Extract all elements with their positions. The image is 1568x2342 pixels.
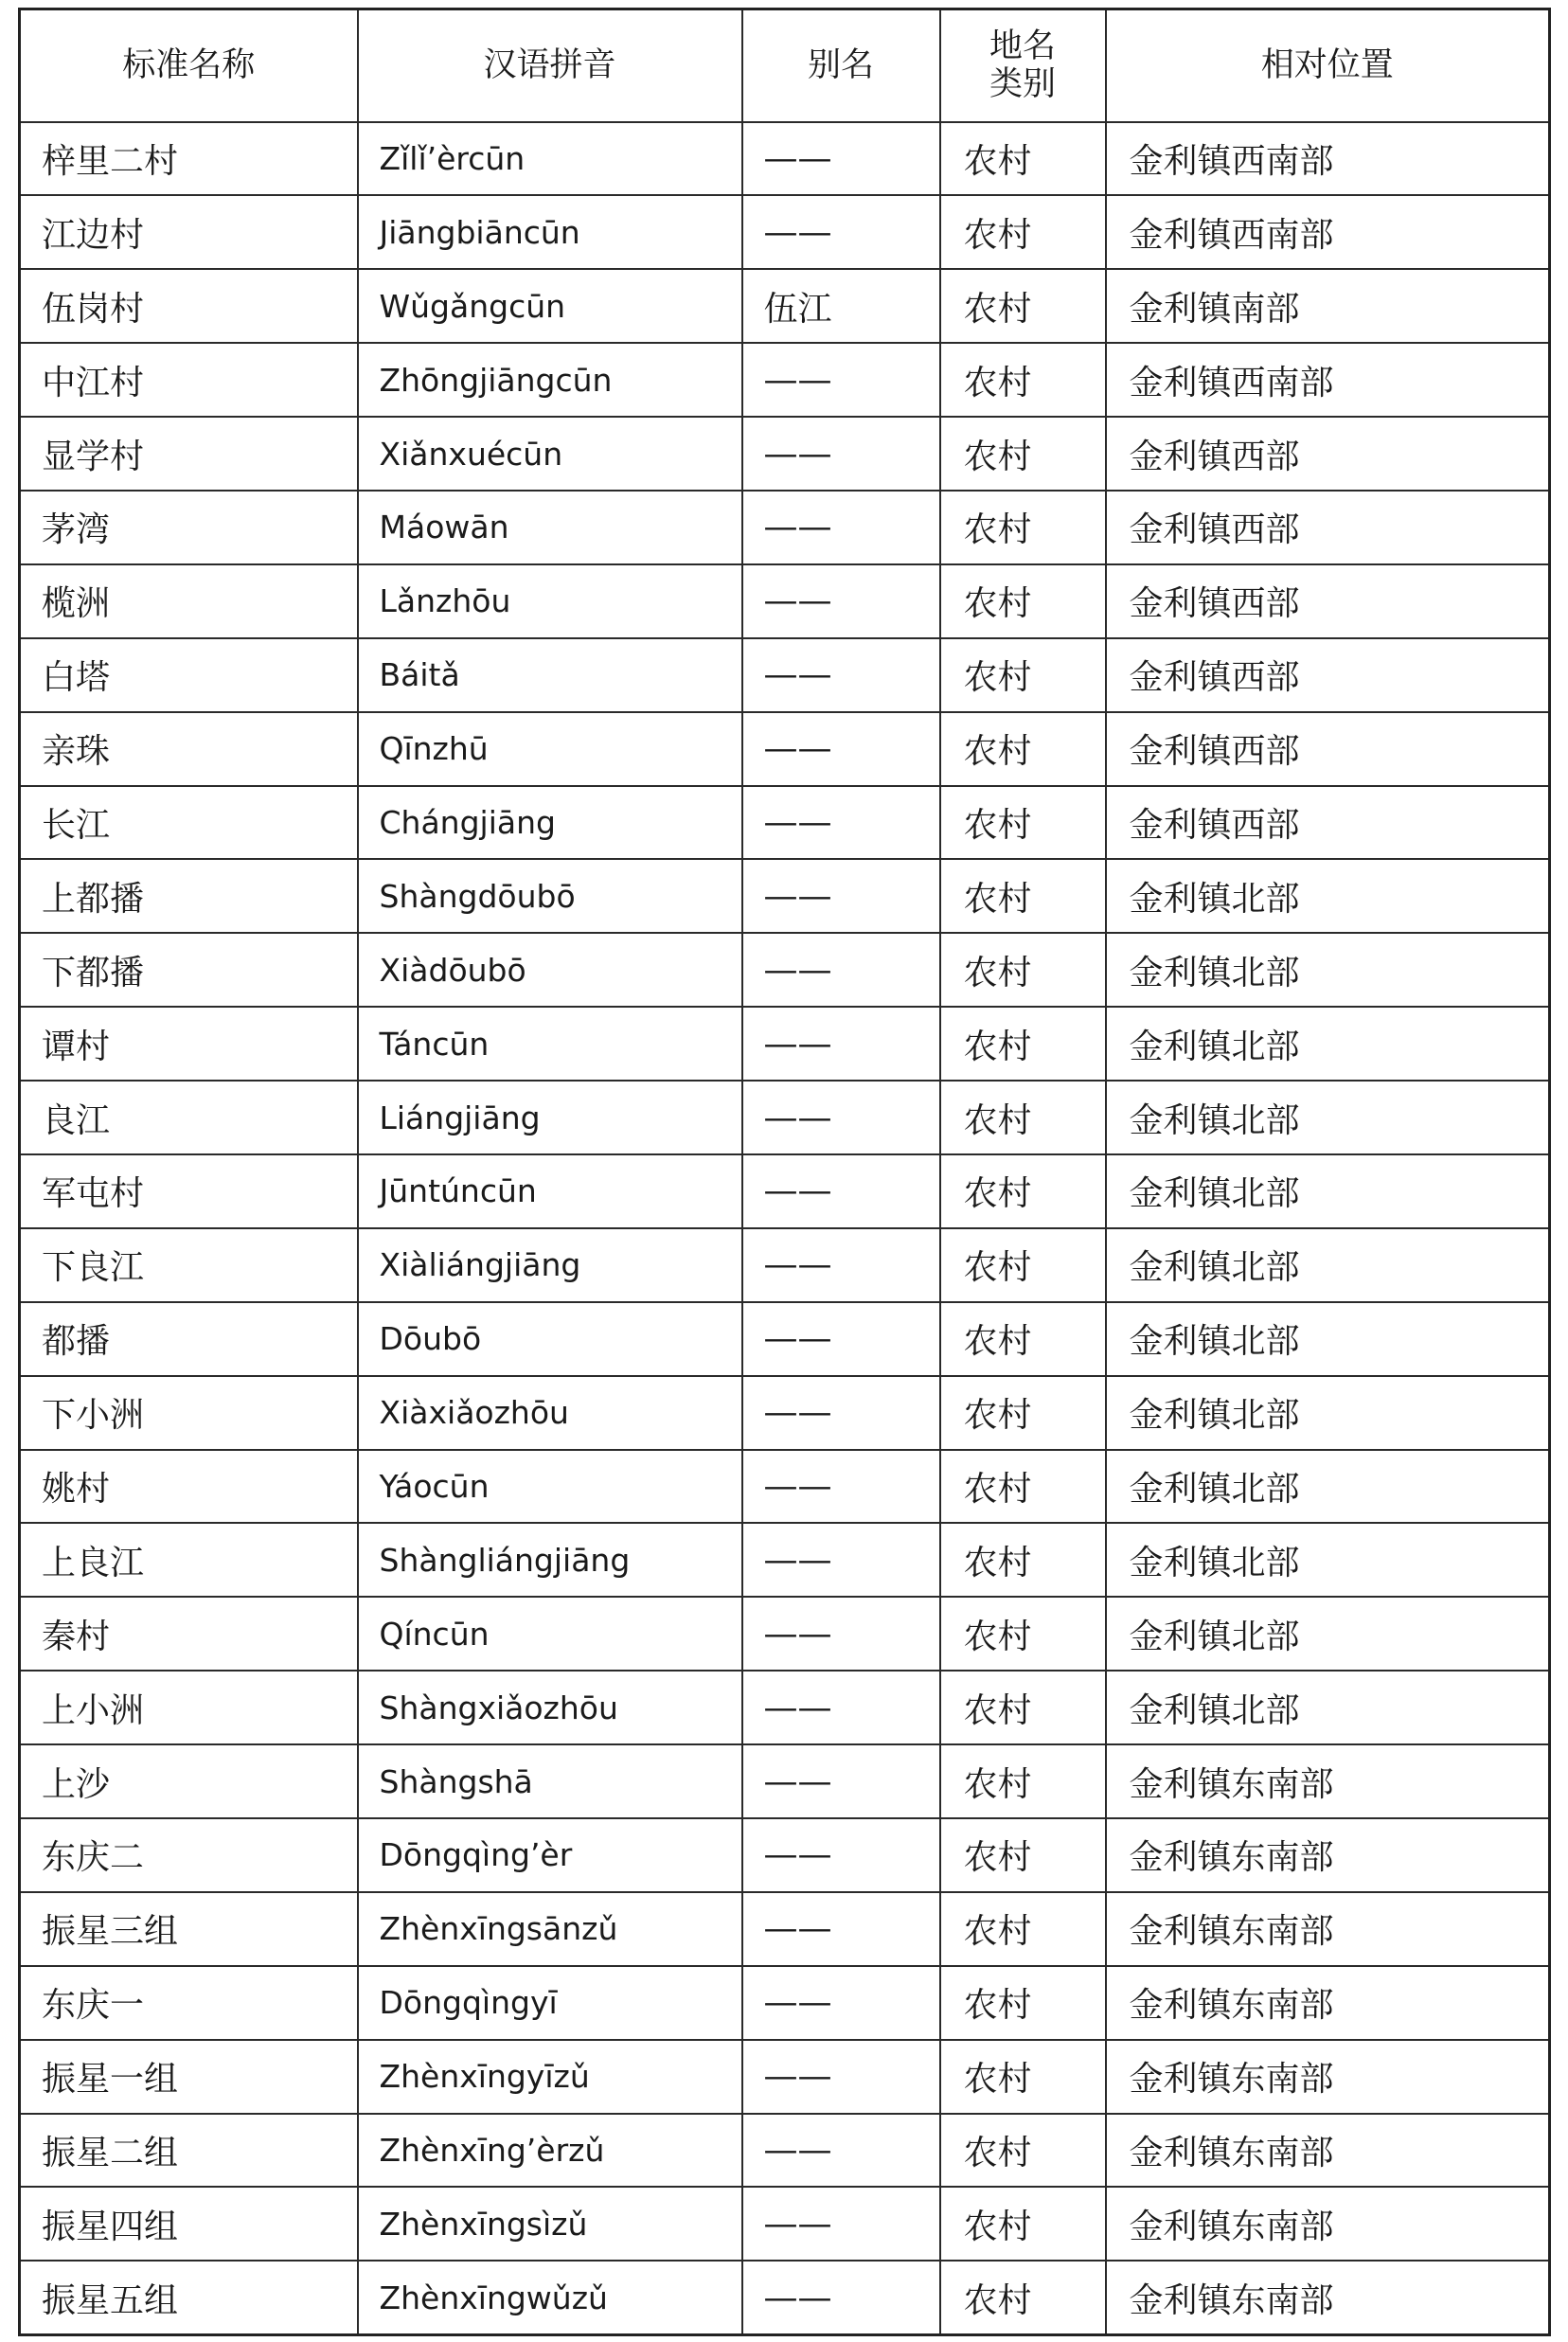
cell-pinyin: Lǎnzhōu [358, 564, 742, 638]
cell-location: 金利镇西部 [1106, 786, 1550, 860]
table-row [20, 1671, 1550, 1744]
cell-category: 农村 [940, 269, 1106, 343]
cell-alias: —— [742, 1081, 940, 1154]
cell-standard-name: 梓里二村 [20, 122, 358, 196]
table-row [20, 1007, 1550, 1081]
cell-standard-name: 白塔 [20, 638, 358, 712]
cell-location: 金利镇西部 [1106, 491, 1550, 564]
cell-pinyin: Chángjiāng [358, 786, 742, 860]
cell-standard-name: 下都播 [20, 933, 358, 1007]
cell-location: 金利镇北部 [1106, 859, 1550, 933]
cell-pinyin: Shàngdōubō [358, 859, 742, 933]
header-alias: 别名 [742, 9, 940, 122]
cell-standard-name: 谭村 [20, 1007, 358, 1081]
cell-pinyin: Qíncūn [358, 1597, 742, 1671]
cell-category: 农村 [940, 1450, 1106, 1524]
cell-location: 金利镇西南部 [1106, 343, 1550, 417]
table-row [20, 1376, 1550, 1450]
cell-pinyin: Táncūn [358, 1007, 742, 1081]
cell-location: 金利镇东南部 [1106, 2040, 1550, 2114]
cell-pinyin: Zǐlǐ’èrcūn [358, 122, 742, 196]
cell-category: 农村 [940, 1597, 1106, 1671]
cell-category: 农村 [940, 1671, 1106, 1744]
cell-pinyin: Máowān [358, 491, 742, 564]
cell-location: 金利镇东南部 [1106, 2114, 1550, 2188]
cell-category: 农村 [940, 786, 1106, 860]
cell-standard-name: 榄洲 [20, 564, 358, 638]
cell-pinyin: Qīnzhū [358, 712, 742, 786]
cell-alias: —— [742, 122, 940, 196]
cell-pinyin: Dōubō [358, 1302, 742, 1376]
table-row [20, 786, 1550, 860]
cell-pinyin: Zhènxīngwǔzǔ [358, 2261, 742, 2334]
cell-alias: —— [742, 1671, 940, 1744]
cell-pinyin: Xiàliángjiāng [358, 1228, 742, 1302]
cell-standard-name: 上小洲 [20, 1671, 358, 1744]
cell-location: 金利镇北部 [1106, 1154, 1550, 1228]
header-location: 相对位置 [1106, 9, 1550, 122]
cell-pinyin: Dōngqìngyī [358, 1966, 742, 2040]
table-row [20, 269, 1550, 343]
cell-alias: —— [742, 343, 940, 417]
cell-alias: —— [742, 1376, 940, 1450]
cell-pinyin: Jūntúncūn [358, 1154, 742, 1228]
cell-alias: —— [742, 2187, 940, 2261]
cell-standard-name: 中江村 [20, 343, 358, 417]
table-row [20, 1523, 1550, 1597]
cell-category: 农村 [940, 2261, 1106, 2334]
cell-standard-name: 振星二组 [20, 2114, 358, 2188]
cell-category: 农村 [940, 1376, 1106, 1450]
cell-standard-name: 良江 [20, 1081, 358, 1154]
cell-category: 农村 [940, 1744, 1106, 1818]
cell-pinyin: Shàngshā [358, 1744, 742, 1818]
cell-alias: —— [742, 933, 940, 1007]
table-row [20, 1892, 1550, 1966]
table-row [20, 1228, 1550, 1302]
table-body [20, 122, 1550, 2335]
cell-standard-name: 姚村 [20, 1450, 358, 1524]
place-name-table [18, 8, 1551, 2336]
cell-category: 农村 [940, 1154, 1106, 1228]
cell-standard-name: 军屯村 [20, 1154, 358, 1228]
cell-alias: —— [742, 712, 940, 786]
table-row [20, 638, 1550, 712]
cell-alias: —— [742, 491, 940, 564]
table-row [20, 417, 1550, 491]
cell-category: 农村 [940, 122, 1106, 196]
cell-standard-name: 长江 [20, 786, 358, 860]
header-category-line2: 类别 [989, 65, 1056, 104]
table-row [20, 1302, 1550, 1376]
cell-alias: —— [742, 1892, 940, 1966]
cell-location: 金利镇西部 [1106, 417, 1550, 491]
cell-standard-name: 下小洲 [20, 1376, 358, 1450]
cell-category: 农村 [940, 195, 1106, 269]
cell-location: 金利镇东南部 [1106, 2261, 1550, 2334]
table-row [20, 1154, 1550, 1228]
cell-category: 农村 [940, 564, 1106, 638]
cell-location: 金利镇东南部 [1106, 2187, 1550, 2261]
cell-alias: —— [742, 1597, 940, 1671]
cell-pinyin: Zhènxīngsānzǔ [358, 1892, 742, 1966]
cell-pinyin: Xiàdōubō [358, 933, 742, 1007]
cell-category: 农村 [940, 933, 1106, 1007]
cell-alias: —— [742, 1523, 940, 1597]
table-row [20, 1744, 1550, 1818]
cell-standard-name: 东庆一 [20, 1966, 358, 2040]
cell-alias: —— [742, 1228, 940, 1302]
table-row [20, 1081, 1550, 1154]
cell-pinyin: Shàngliángjiāng [358, 1523, 742, 1597]
cell-location: 金利镇西部 [1106, 712, 1550, 786]
table-row [20, 933, 1550, 1007]
cell-alias: —— [742, 1744, 940, 1818]
cell-location: 金利镇北部 [1106, 1450, 1550, 1524]
cell-alias: —— [742, 1818, 940, 1892]
table-row [20, 2261, 1550, 2334]
cell-standard-name: 茅湾 [20, 491, 358, 564]
cell-pinyin: Xiǎnxuécūn [358, 417, 742, 491]
cell-alias: —— [742, 786, 940, 860]
cell-standard-name: 显学村 [20, 417, 358, 491]
cell-category: 农村 [940, 2187, 1106, 2261]
cell-alias: —— [742, 2261, 940, 2334]
cell-pinyin: Báitǎ [358, 638, 742, 712]
cell-alias: —— [742, 1007, 940, 1081]
table-row [20, 2114, 1550, 2188]
cell-category: 农村 [940, 1523, 1106, 1597]
cell-location: 金利镇北部 [1106, 1228, 1550, 1302]
cell-location: 金利镇西部 [1106, 564, 1550, 638]
cell-standard-name: 伍岗村 [20, 269, 358, 343]
cell-category: 农村 [940, 2040, 1106, 2114]
cell-standard-name: 东庆二 [20, 1818, 358, 1892]
cell-category: 农村 [940, 859, 1106, 933]
table-row [20, 195, 1550, 269]
cell-category: 农村 [940, 712, 1106, 786]
header-category [940, 9, 1106, 122]
cell-pinyin: Xiàxiǎozhōu [358, 1376, 742, 1450]
table-row [20, 122, 1550, 196]
cell-pinyin: Zhōngjiāngcūn [358, 343, 742, 417]
cell-standard-name: 江边村 [20, 195, 358, 269]
cell-standard-name: 亲珠 [20, 712, 358, 786]
table-row [20, 491, 1550, 564]
cell-location: 金利镇北部 [1106, 1007, 1550, 1081]
cell-location: 金利镇北部 [1106, 1376, 1550, 1450]
cell-standard-name: 上沙 [20, 1744, 358, 1818]
header-row [20, 9, 1550, 122]
cell-standard-name: 振星一组 [20, 2040, 358, 2114]
cell-alias: —— [742, 2040, 940, 2114]
cell-alias: —— [742, 1450, 940, 1524]
cell-category: 农村 [940, 1818, 1106, 1892]
cell-location: 金利镇东南部 [1106, 1744, 1550, 1818]
cell-standard-name: 下良江 [20, 1228, 358, 1302]
cell-alias: —— [742, 1302, 940, 1376]
cell-location: 金利镇西南部 [1106, 195, 1550, 269]
cell-pinyin: Wǔgǎngcūn [358, 269, 742, 343]
cell-location: 金利镇南部 [1106, 269, 1550, 343]
cell-category: 农村 [940, 343, 1106, 417]
cell-pinyin: Jiāngbiāncūn [358, 195, 742, 269]
cell-location: 金利镇北部 [1106, 933, 1550, 1007]
cell-pinyin: Liángjiāng [358, 1081, 742, 1154]
cell-location: 金利镇东南部 [1106, 1892, 1550, 1966]
table-row [20, 2040, 1550, 2114]
cell-alias: 伍江 [742, 269, 940, 343]
cell-category: 农村 [940, 2114, 1106, 2188]
cell-alias: —— [742, 1154, 940, 1228]
cell-category: 农村 [940, 1302, 1106, 1376]
cell-location: 金利镇北部 [1106, 1302, 1550, 1376]
table-row [20, 859, 1550, 933]
cell-category: 农村 [940, 491, 1106, 564]
header-category-line1: 地名 [989, 27, 1056, 65]
cell-category: 农村 [940, 638, 1106, 712]
cell-standard-name: 振星五组 [20, 2261, 358, 2334]
cell-category: 农村 [940, 1892, 1106, 1966]
header-pinyin: 汉语拼音 [358, 9, 742, 122]
table-row [20, 712, 1550, 786]
cell-pinyin: Shàngxiǎozhōu [358, 1671, 742, 1744]
cell-location: 金利镇西部 [1106, 638, 1550, 712]
cell-location: 金利镇北部 [1106, 1523, 1550, 1597]
cell-standard-name: 上都播 [20, 859, 358, 933]
cell-location: 金利镇西南部 [1106, 122, 1550, 196]
cell-standard-name: 都播 [20, 1302, 358, 1376]
cell-pinyin: Zhènxīng’èrzǔ [358, 2114, 742, 2188]
cell-alias: —— [742, 195, 940, 269]
cell-category: 农村 [940, 417, 1106, 491]
cell-pinyin: Zhènxīngsìzǔ [358, 2187, 742, 2261]
table-row [20, 1818, 1550, 1892]
cell-category: 农村 [940, 1007, 1106, 1081]
cell-alias: —— [742, 564, 940, 638]
cell-pinyin: Dōngqìng’èr [358, 1818, 742, 1892]
cell-standard-name: 振星四组 [20, 2187, 358, 2261]
cell-alias: —— [742, 638, 940, 712]
cell-location: 金利镇北部 [1106, 1081, 1550, 1154]
cell-pinyin: Yáocūn [358, 1450, 742, 1524]
table-row [20, 343, 1550, 417]
table-row [20, 2187, 1550, 2261]
cell-location: 金利镇东南部 [1106, 1966, 1550, 2040]
table-row [20, 1450, 1550, 1524]
cell-location: 金利镇北部 [1106, 1671, 1550, 1744]
cell-category: 农村 [940, 1228, 1106, 1302]
cell-alias: —— [742, 1966, 940, 2040]
cell-alias: —— [742, 2114, 940, 2188]
cell-category: 农村 [940, 1966, 1106, 2040]
cell-standard-name: 秦村 [20, 1597, 358, 1671]
header-standard-name: 标准名称 [20, 9, 358, 122]
cell-alias: —— [742, 417, 940, 491]
cell-location: 金利镇北部 [1106, 1597, 1550, 1671]
table-row [20, 564, 1550, 638]
cell-category: 农村 [940, 1081, 1106, 1154]
cell-standard-name: 振星三组 [20, 1892, 358, 1966]
table-row [20, 1966, 1550, 2040]
cell-standard-name: 上良江 [20, 1523, 358, 1597]
table-header [20, 9, 1550, 122]
cell-pinyin: Zhènxīngyīzǔ [358, 2040, 742, 2114]
table-row [20, 1597, 1550, 1671]
cell-alias: —— [742, 859, 940, 933]
cell-location: 金利镇东南部 [1106, 1818, 1550, 1892]
